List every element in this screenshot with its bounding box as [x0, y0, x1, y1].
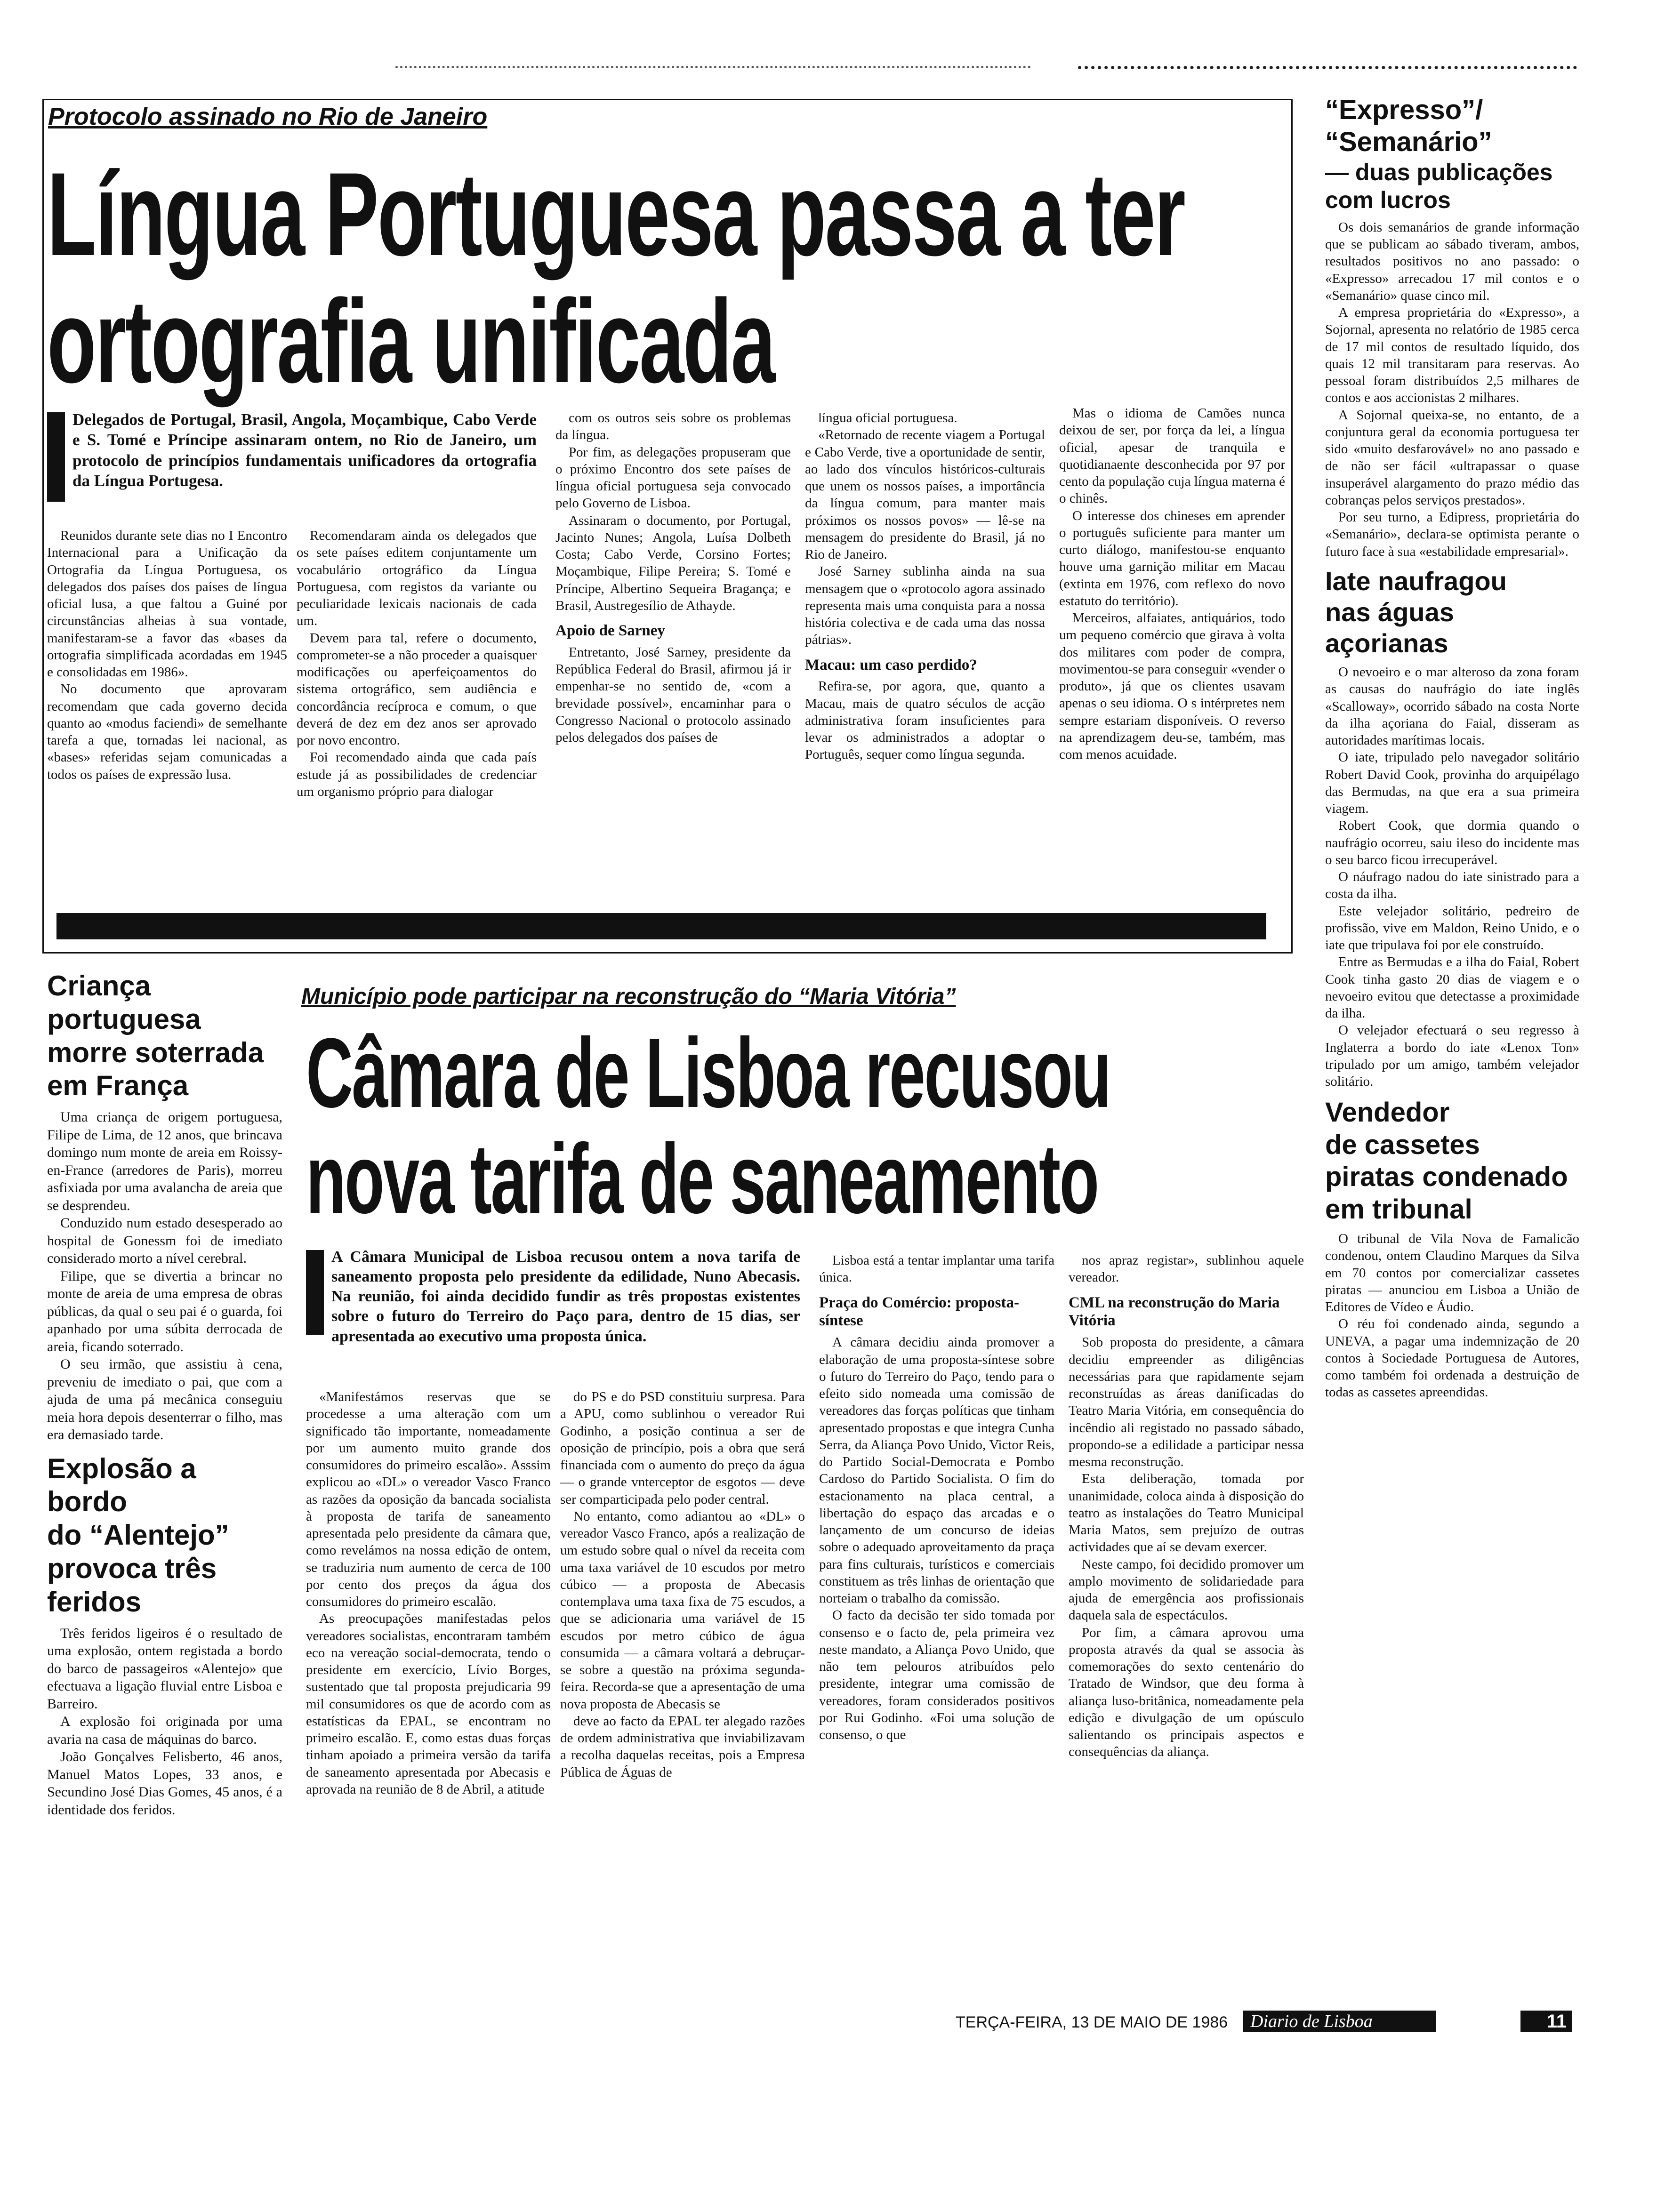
second-col3-p3: O facto da decisão ter sido tomada por consenso e o facto de, pela primeira vez neste mandato, a Aliança Povo Unido, que não tem pelouros atribuídos pelo presidente, integrar uma comissão de vereadores, foram considerados positivos por Rui Godinho. «Foi uma solução de consenso, o que — [819, 1608, 1054, 1743]
second-kicker: Município pode participar na reconstrução do “Maria Vitória” — [301, 984, 956, 1009]
expresso-headline-l3: — duas publicações — [1325, 159, 1553, 185]
iate-headline-l2: nas águas açorianas — [1325, 597, 1454, 658]
second-col-1 — [306, 1388, 551, 2005]
second-col3-p1: Lisboa está a tentar implantar uma tarifa única. — [819, 1253, 1054, 1285]
lead-col4-p2: «Retornado de recente viagem a Portugal e Cabo Verde, tive a oportunidade de sentir, ao lado dos vínculos históricos-culturais que unem os nossos países, a importância da língua comum, para manter mais próximos os nossos povos» — lê-se na mensagem do presidente do Brasil, já no Rio de Janeiro. — [805, 427, 1045, 562]
explosao-p3: João Gonçalves Felisberto, 46 anos, Manuel Matos Lopes, 33 anos, e Secundino José Dias Gomes, 45 anos, é a identidade dos feridos. — [47, 1749, 282, 1818]
cassetes-p1: O tribunal de Vila Nova de Famalicão condenou, ontem Claudino Marques da Silva em 70 contos por comercializar cassetes piratas — anunciou em Lisboa a União de Editores de Vídeo e Áudio. — [1325, 1231, 1579, 1315]
lead-subhead-macau: Macau: um caso perdido? — [805, 656, 977, 673]
expresso-headline-l1: “Expresso”/ — [1325, 95, 1483, 125]
second-col4-p3: Esta deliberação, tomada por unanimidade, coloca ainda à disposição do teatro as instalações do Teatro Municipal Maria Matos, sem prejuízo de outras actividades que aí se devam exercer. — [1069, 1471, 1304, 1555]
crianca-p4: O seu irmão, que assistiu à cena, preveniu de imediato o pai, que com a ajuda de uma pá mecânica conseguiu meia hora depois desenterrar o filho, mas era demasiado tarde. — [47, 1356, 282, 1443]
crianca-p3: Filipe, que se divertia a brincar no monte de areia de uma empresa de obras públicas, da qual o seu pai é o guarda, foi apanhado por uma súbita derrocada de areia, ficando soterrado. — [47, 1268, 282, 1354]
lead-col3-p3: Assinaram o documento, por Portugal, Jacinto Nunes; Angola, Luísa Dolbeth Costa; Cabo Verde, Corsino Fortes; Moçambique, Filipe Pereira; S. Tomé e Príncipe, Albertino Sequeira Bragança; e Brasil, Austregesílio de Athayde. — [555, 513, 791, 613]
lead-col3-p2: Por fim, as delegações propuseram que o próximo Encontro dos sete países de língua oficial portuguesa seja convocado pelo Governo de Lisboa. — [555, 444, 791, 511]
iate-headline-l1: Iate naufragou — [1325, 566, 1507, 596]
lead-col3-p1: com os outros seis sobre os problemas da língua. — [555, 410, 791, 443]
lead-bottom-bar — [56, 913, 1266, 939]
second-col4-p2: Sob proposta do presidente, a câmara decidiu empreender as diligências necessárias para que rapidamente sejam reconstruídas as áreas danificadas do Teatro Maria Vitória, em consequência do incêndio ali registado no passado sábado, propondo-se a edilidade a participar nessa mesma reconstrução. — [1069, 1335, 1304, 1470]
expresso-p4: Por seu turno, a Edipress, proprietária do «Semanário», declara-se optimista perante o futuro face à sua «estabilidade empresarial». — [1325, 510, 1579, 559]
explosao-p1: Três feridos ligeiros é o resultado de uma explosão, ontem registada a bordo do barco de passageiros «Alentejo» que efectuava a ligação fluvial entre Lisboa e Barreiro. — [47, 1625, 282, 1712]
cassetes-headline-l3: piratas condenado — [1325, 1162, 1568, 1193]
lead-kicker-wrap — [48, 103, 487, 131]
cassetes-headline-l4: em tribunal — [1325, 1194, 1472, 1225]
lead-headline-line1: Língua Portuguesa passa a ter — [47, 148, 1185, 281]
footer-page-number: 11 — [1520, 2011, 1572, 2032]
expresso-p3: A Sojornal queixa-se, no entanto, de a conjuntura geral da economia portuguesa ter sido «muito desfarovável» no ano passado e de não ser fácil «ultrapassar o quase insuperável alargamento do prazo médio das cobranças pelos serviços prestados». — [1325, 407, 1579, 508]
explosao-body — [47, 1625, 282, 1819]
expresso-body — [1325, 219, 1579, 560]
second-col3-p2: A câmara decidiu ainda promover a elaboração de uma proposta-síntese sobre o futuro do Terreiro do Paço, tendo para o efeito sido nomeada uma comissão de vereadores das forças políticas que tinham apresentado propostas e que integra Cunha Serra, da Aliança Povo Unido, Victor Reis, do Partido Social-Democrata e Pombo Cardoso do Partido Socialista. O fim do estacionamento na placa central, a libertação do espaço das arcadas e o lançamento de um concurso de ideias sobre o adequado aproveitamento da praça para fins culturais, turísticos e comerciais constituem as três linhas de orientação que norteiam o trabalho da comissão. — [819, 1335, 1054, 1606]
cassetes-headline-l1: Vendedor — [1325, 1097, 1450, 1128]
second-col4-p5: Por fim, a câmara aprovou uma proposta através da qual se associa às comemorações do sexto centenário do Tratado de Windsor, que deu forma à aliança luso-britânica, nomeadamente pela edição e divulgação de um opúsculo salientando os principais aspectos e consequências da aliança. — [1069, 1625, 1304, 1760]
lead-col1-p1: Reunidos durante sete dias no I Encontro Internacional para a Unificação da Ortografia da Língua Portuguesa, os delegados dos países dos países de língua oficial lusa, a que faltou a Guiné por circunstâncias alheias à sua vontade, manifestaram-se a favor das «bases da ortografia simplificada acordadas em 1945 e consolidadas em 1986». — [47, 528, 287, 680]
dotted-rule-left — [395, 66, 1031, 70]
expresso-headline-l2: “Semanário” — [1325, 127, 1492, 158]
left-column — [47, 970, 282, 1819]
top-dotted-strip — [0, 61, 1657, 75]
lead-col-1 — [47, 527, 287, 918]
iate-p4: O náufrago nadou do iate sinistrado para a costa da ilha. — [1325, 869, 1579, 902]
lead-col2-p3: Foi recomendado ainda que cada país estude já as possibilidades de credenciar um organismo próprio para dialogar — [297, 750, 537, 799]
iate-p5: Este velejador solitário, pedreiro de profissão, vive em Maldon, Reino Unido, e o iate que tripulava foi por ele construído. — [1325, 903, 1579, 953]
second-intro — [306, 1247, 800, 1346]
second-lead: A Câmara Municipal de Lisboa recusou ontem a nova tarifa de saneamento proposta pelo presidente da edilidade, Nuno Abecasis. Na reunião, foi ainda decidido fundir as três propostas existentes sobre o futuro do Terreiro do Paço para, dentro de 15 dias, ser apresentada ao executivo uma proposta única. — [331, 1248, 800, 1345]
expresso-headline-l4: com lucros — [1325, 186, 1451, 213]
lead-subhead-sarney: Apoio de Sarney — [555, 622, 665, 639]
second-col2-p3: deve ao facto da EPAL ter alegado razões de ordem administrativa que inviabilizavam a recolha daquelas receitas, pois a Empresa Pública de Águas de — [560, 1713, 805, 1780]
second-subhead-cml: CML na reconstrução do Maria Vitória — [1069, 1294, 1280, 1330]
second-kicker-wrap — [301, 984, 956, 1010]
explosao-headline-l1: Explosão a bordo — [47, 1452, 196, 1518]
lead-col-3 — [555, 409, 791, 918]
second-col1-p1: «Manifestámos reservas que se procedesse a uma alteração com um significado tão importante, nomeadamente por um aumento muito grande dos consumidores do primeiro escalão». Asssim explicou ao «DL» o vereador Vasco Franco as razões da oposição da bancada socialista à proposta de tarifa de saneamento apresentada pelo presidente da câmara que, como revelámos na nossa edição de ontem, se traduziria num aumento de cerca de 100 por cento dos preços da água dos consumidores do primeiro escalão. — [306, 1389, 551, 1609]
iate-body — [1325, 664, 1579, 1090]
crianca-headline-l1: Criança portuguesa — [47, 970, 201, 1035]
second-subhead-praca: Praça do Comércio: proposta-síntese — [819, 1294, 1019, 1330]
lead-paragraph: Delegados de Portugal, Brasil, Angola, Moçambique, Cabo Verde e S. Tomé e Príncipe assinaram ontem, no Rio de Janeiro, um protocolo de princípios fundamentais unificadores da ortografia da Língua Portugesa. — [72, 410, 537, 490]
iate-p3: Robert Cook, que dormia quando o naufrágio ocorreu, saiu ileso do incidente mas o seu barco ficou irrecuperável. — [1325, 818, 1579, 867]
crianca-p2: Conduzido num estado desesperado ao hospital de Gonessm foi de imediato considerado morto a nível cerebral. — [47, 1215, 282, 1266]
lead-col5-p1: Mas o idioma de Camões nunca deixou de ser, por força da lei, a língua oficial, apesar de tranquila e quotidianaente desconhecida por 97 por cento da população cuja língua materna é o chinês. — [1059, 406, 1285, 506]
lead-col4-p1: língua oficial portuguesa. — [818, 410, 957, 425]
lead-col-4 — [805, 409, 1045, 918]
footer-masthead: Diario de Lisboa — [1243, 2011, 1436, 2032]
dotted-rule-right — [1078, 66, 1577, 71]
second-col-2 — [560, 1388, 805, 2005]
second-col-3 — [819, 1252, 1054, 2005]
lead-col4-p3: José Sarney sublinha ainda na sua mensagem que o «protocolo agora assinado representa mais uma conquista para a nossa história colectiva e de cada uma das nossa pátrias». — [805, 564, 1045, 648]
cassetes-p2: O réu foi condenado ainda, segundo a UNEVA, a pagar uma indemnização de 20 contos à Sociedade Portuguesa de Autores, como também foi ordenada a destruição de todas as cassetes apreendidas. — [1325, 1316, 1579, 1400]
lead-col-5 — [1059, 405, 1285, 918]
lead-col2-p1: Recomendaram ainda os delegados que os sete países editem conjuntamente um vocabulário ortográfico da Língua Portuguesa, com registos da variante ou peculiaridade lexicais nacionais de cada um. — [297, 528, 537, 629]
lead-col5-p2: O interesse dos chineses em aprender o português suficiente para manter um curto diálogo, manifestou-se enquanto houve uma garnição militar em Macau (extinta em 1976, com reflexo do novo estatuto do território). — [1059, 508, 1285, 609]
second-col1-p2: As preocupações manifestadas pelos vereadores socialistas, encontraram também eco na vereação social-democrata, tendo o presidente em exercício, Lívio Borges, sustentado que tal proposta prejudicaria 99 mil consumidores os que de acordo com as estatísticas da EPAL, se encontram no primeiro escalão. E, como estas duas forças tinham apoiado a primeira versão da tarifa de saneamento apresentada por Abecasis e aprovada na reunião de 8 de Abril, a atitude — [306, 1611, 551, 1797]
lead-col2-p2: Devem para tal, refere o documento, comprometer-se a não proceder a quaisquer modificações ou aperfeiçoamentos do sistema ortográfico, sem audiência e concordância recíproca e comum, o que deverá de dez em dez anos ser aprovado por novo encontro. — [297, 630, 537, 748]
iate-p7: O velejador efectuará o seu regresso à Inglaterra a bordo do iate «Lenox Ton» tripulado por um amigo, também velejador solitário. — [1325, 1023, 1579, 1090]
second-col2-p1: do PS e do PSD constituiu surpresa. Para a APU, como sublinhou o vereador Rui Godinho, a posição continua a ser de oposição de princípio, pois a obra que será financiada com o aumento do preço da água — o grande vnterceptor de esgotos — deve ser comparticipada pelo poder central. — [560, 1389, 805, 1507]
lead-headline-line2: ortografia unificada — [47, 275, 775, 408]
iate-p1: O nevoeiro e o mar alteroso da zona foram as causas do naufrágio do iate inglês «Scalloway», ocorrido sábado na costa Norte da ilha açoriana do Faial, disseram as autoridades marítimas locais. — [1325, 665, 1579, 748]
second-dropcap — [306, 1250, 324, 1335]
explosao-p2: A explosão foi originada por uma avaria na casa de máquinas do barco. — [47, 1714, 282, 1747]
crianca-p1: Uma criança de origem portuguesa, Filipe de Lima, de 12 anos, que brincava domingo num monte de areia em Roissy-en-France (arredores de Paris), morreu asfixiada por uma avalancha de areia que se desprendeu. — [47, 1109, 282, 1213]
lead-intro — [47, 409, 537, 502]
lead-col-2 — [297, 527, 537, 918]
iate-p6: Entre as Bermudas e a ilha do Faial, Robert Cook tinha gasto 20 dias de viagem e o nevoeiro evitou que detectasse a proximidade da ilha. — [1325, 954, 1579, 1021]
second-headline-line1: Câmara de Lisboa recusou — [306, 1018, 1110, 1128]
lead-col1-p2: No documento que aprovaram recomendam que cada governo decida quanto ao «modus faciendi» de semelhante tarefa a que, tornadas lei nacional, as «bases» referidas sejam comunicadas a todos os países de expressão lusa. — [47, 681, 287, 782]
lead-kicker: Protocolo assinado no Rio de Janeiro — [48, 103, 488, 130]
second-col2-p2: No entanto, como adiantou ao «DL» o vereador Vasco Franco, após a realização de um estudo sobre qual o nível da receita com uma taxa variável de 10 escudos por metro cúbico — a proposta de Abecasis contemplava uma taxa fixa de 75 escudos, a que se adicionaria uma variável de 15 escudos por metro cúbico de água consumida — a câmara voltará a debruçar-se sobre a questão na próxima segunda-feira. Recorda-se que a apresentação de uma nova proposta de Abecasis se — [560, 1508, 805, 1712]
lead-col4-p4: Refira-se, por agora, que, quanto a Macau, mais de quatro séculos de acção administrativa foram insuficientes para levar os administrados a adoptar o Português, sequer como língua segunda. — [805, 679, 1045, 762]
footer-date: TERÇA-FEIRA, 13 DE MAIO DE 1986 — [956, 2013, 1228, 2031]
second-headline-line2: nova tarifa de saneamento — [306, 1123, 1098, 1234]
explosao-headline-l2: do “Alentejo” — [47, 1519, 229, 1551]
lead-dropcap — [47, 412, 65, 502]
explosao-headline-l3: provoca três feridos — [47, 1553, 217, 1618]
crianca-body — [47, 1108, 282, 1444]
second-col4-p4: Neste campo, foi decidido promover um amplo movimento de solidariedade para ajuda de emergência aos profissionais daquela sala de espectáculos. — [1069, 1556, 1304, 1623]
cassetes-headline-l2: de cassetes — [1325, 1129, 1480, 1160]
iate-p2: O iate, tripulado pelo navegador solitário Robert David Cook, provinha do arquipélago das Bermudas, na que era a sua primeira viagem. — [1325, 750, 1579, 817]
expresso-p2: A empresa proprietária do «Expresso», a Sojornal, apresenta no relatório de 1985 cerca de 17 mil contos de resultado líquido, dos quais 12 mil transitaram para reservas. Ao pessoal foram distribuídos 2,5 milhares de contos e aos accionistas 2 milhares. — [1325, 305, 1579, 406]
lead-col3-p4: Entretanto, José Sarney, presidente da República Federal do Brasil, afirmou já ir empenhar-se no sentido de, «com a brevidade possível», encaminhar para o Congresso Nacional o protocolo assinado pelos delegados dos países de — [555, 644, 791, 745]
right-column — [1325, 94, 1579, 1401]
expresso-p1: Os dois semanários de grande informação que se publicam ao sábado tiveram, ambos, resultados positivos no ano passado: o «Expresso» arrecadou 17 mil contos e o «Semanário» quase cinco mil. — [1325, 219, 1579, 303]
second-col4-p1: nos apraz registar», sublinhou aquele vereador. — [1069, 1253, 1304, 1285]
crianca-headline-l2: morre soterrada — [47, 1036, 264, 1068]
crianca-headline-l3: em França — [47, 1070, 189, 1102]
lead-col5-p3: Merceiros, alfaiates, antiquários, todo um pequeno comércio que girava à volta dos militares com poder de compra, movimentou-se para conseguir «vender o produto», já que os clientes usavam apenas o seu idioma. O s intérpretes nem sempre estariam disponíveis. O reverso na aprendizagem deu-se, também, mas com menos acuidade. — [1059, 610, 1285, 762]
second-col-4 — [1069, 1252, 1304, 2005]
cassetes-body — [1325, 1230, 1579, 1401]
